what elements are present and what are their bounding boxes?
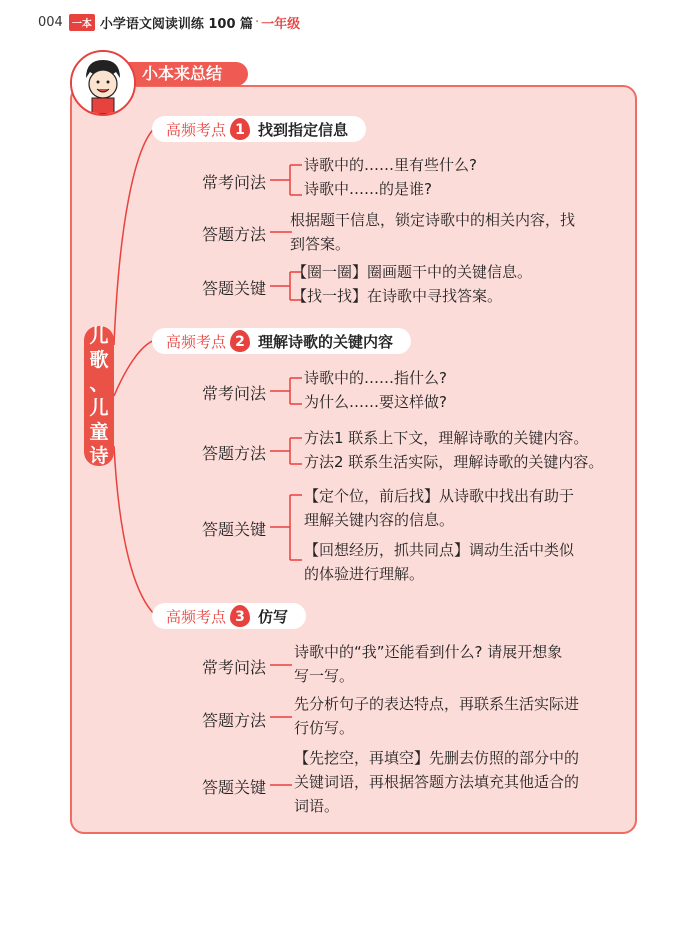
row-label: 答题关键 (202, 279, 267, 298)
row-content (304, 153, 477, 201)
flame-number-icon: 3 (230, 605, 250, 627)
mascot-avatar (70, 50, 136, 116)
content-line: 诗歌中……的是谁? (304, 180, 432, 198)
content-line: 根据题干信息，锁定诗歌中的相关内容，找 (290, 211, 576, 229)
row-content (292, 260, 532, 308)
row-label: 答题方法 (202, 711, 267, 730)
row-label: 答题关键 (202, 520, 267, 539)
row-content (290, 208, 575, 256)
high-frequency-label: 高频考点 (166, 120, 227, 139)
row-label: 常考问法 (202, 658, 267, 677)
content-line: 关键词语，再根据答题方法填充其他适合的 (294, 773, 580, 791)
row-content (304, 366, 447, 414)
badge-char: 、 (89, 373, 109, 395)
row-content (294, 640, 562, 688)
content-line: 【定个位，前后找】从诗歌中找出有助于 (304, 487, 575, 505)
content-line: 方法1 联系上下文，理解诗歌的关键内容。 (304, 429, 589, 447)
brand-logo: 一本 (69, 14, 95, 31)
row-content (294, 692, 579, 740)
row-content (304, 484, 630, 586)
content-line: 的体验进行理解。 (304, 565, 425, 583)
boy-face-icon (72, 52, 134, 114)
content-line: 行仿写。 (294, 719, 355, 737)
topic-2-header (152, 328, 411, 354)
badge-char: 儿 (89, 397, 109, 419)
category-badge (84, 326, 114, 466)
book-title: 小学语文阅读训练 100 篇 (99, 16, 254, 32)
content-line: 【回想经历，抓共同点】调动生活中类似 (304, 541, 575, 559)
row-label: 答题方法 (202, 225, 267, 244)
page-header (38, 12, 300, 32)
flame-number-icon: 2 (230, 330, 250, 352)
high-frequency-label: 高频考点 (166, 607, 227, 626)
topic-title: 仿写 (258, 607, 289, 626)
separator-dot: · (255, 14, 260, 30)
grade-label: 一年级 (261, 16, 301, 32)
content-line: 诗歌中的“我”还能看到什么? 请展开想象 (294, 643, 563, 661)
flame-number-icon: 1 (230, 118, 250, 140)
content-line: 到答案。 (290, 235, 351, 253)
content-line: 词语。 (294, 797, 340, 815)
row-content (294, 746, 579, 818)
content-line: 【圈一圈】圈画题干中的关键信息。 (292, 263, 533, 281)
row-label: 常考问法 (202, 173, 267, 192)
high-frequency-label: 高频考点 (166, 332, 227, 351)
row-label: 常考问法 (202, 384, 267, 403)
badge-char: 诗 (89, 445, 109, 467)
row-label: 答题方法 (202, 444, 267, 463)
content-line: 【找一找】在诗歌中寻找答案。 (292, 287, 503, 305)
topic-1-header (152, 116, 366, 142)
topic-title: 理解诗歌的关键内容 (258, 332, 394, 351)
row-label: 答题关键 (202, 778, 267, 797)
summary-title: 小本来总结 (118, 62, 248, 86)
content-line: 为什么……要这样做? (304, 393, 447, 411)
content-line: 写一写。 (294, 667, 355, 685)
content-line: 先分析句子的表达特点，再联系生活实际进 (294, 695, 580, 713)
content-line: 方法2 联系生活实际，理解诗歌的关键内容。 (304, 453, 604, 471)
badge-char: 儿 (89, 325, 109, 347)
topic-3-header (152, 603, 306, 629)
row-content (304, 426, 603, 474)
content-line: 理解关键内容的信息。 (304, 511, 455, 529)
badge-char: 童 (89, 421, 109, 443)
topic-title: 找到指定信息 (258, 120, 349, 139)
badge-char: 歌 (89, 349, 109, 371)
content-line: 诗歌中的……里有些什么? (304, 156, 477, 174)
content-line: 诗歌中的……指什么? (304, 369, 447, 387)
content-line: 【先挖空，再填空】先删去仿照的部分中的 (294, 749, 580, 767)
page-number: 004 (38, 14, 63, 30)
